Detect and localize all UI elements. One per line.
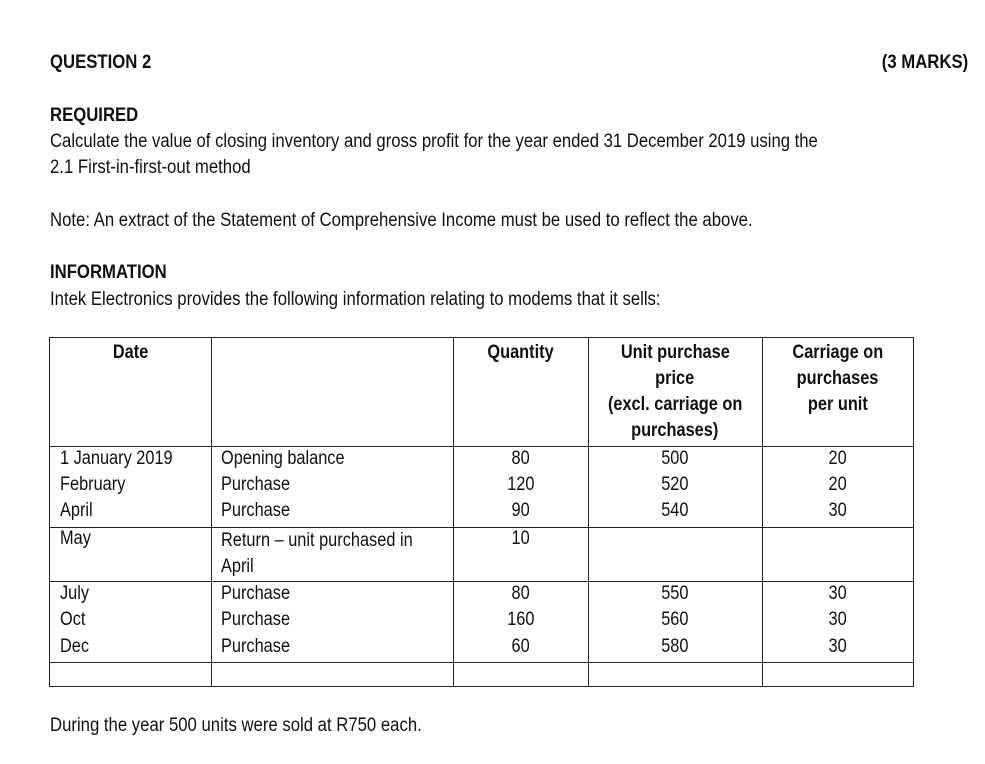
- information-heading: INFORMATION: [50, 262, 167, 283]
- table-row-quantity: 90: [511, 500, 530, 521]
- table-row-quantity: 160: [506, 609, 535, 630]
- note-text: Note: An extract of the Statement of Comprehensive Income must be used to reflect the above.: [50, 210, 753, 231]
- table-row-date: Dec: [60, 636, 90, 657]
- table-row-unit-price: [588, 528, 762, 550]
- table-row-description: Return – unit purchased in April: [221, 530, 413, 577]
- question-marks: (3 MARKS): [881, 52, 968, 73]
- header-quantity: Quantity: [487, 342, 554, 363]
- table-row-unit-price: 580: [661, 636, 689, 657]
- inventory-table: [49, 337, 914, 687]
- table-row-quantity: 80: [511, 448, 530, 469]
- table-row-carriage: 20: [828, 474, 848, 495]
- table-row-unit-price: 560: [661, 609, 689, 630]
- table-row-date: Oct: [60, 609, 86, 630]
- required-text-line-1: Calculate the value of closing inventory and gross profit for the year ended 31 December 2019 using the: [50, 131, 818, 152]
- table-row-unit-price: 520: [661, 474, 689, 495]
- table-row-date: May: [60, 528, 91, 549]
- header-divider: [50, 446, 913, 447]
- row-divider: [50, 581, 913, 582]
- table-row-date: July: [60, 583, 90, 604]
- table-row-unit-price: 550: [661, 583, 689, 604]
- table-row-unit-price: 540: [661, 500, 689, 521]
- table-row-carriage: 30: [828, 609, 848, 630]
- table-row-description: Purchase: [221, 583, 291, 604]
- table-row-date: April: [60, 500, 93, 521]
- footer-text: During the year 500 units were sold at R750 each.: [50, 715, 422, 736]
- header-date: Date: [112, 342, 149, 363]
- table-row-carriage: 30: [828, 583, 848, 604]
- table-row-description: Purchase: [221, 474, 291, 495]
- table-row-quantity: 60: [511, 636, 530, 657]
- table-row-date: 1 January 2019: [60, 448, 173, 469]
- table-row-date: February: [60, 474, 126, 495]
- table-row-carriage: 20: [828, 448, 848, 469]
- required-heading: REQUIRED: [50, 105, 139, 126]
- header-unit-price: Unit purchase price (excl. carriage on purchases): [607, 342, 743, 441]
- table-row-carriage: 30: [828, 500, 848, 521]
- required-text-line-2: 2.1 First-in-first-out method: [50, 157, 251, 178]
- column-divider: [211, 338, 212, 686]
- table-row-description: Purchase: [221, 609, 291, 630]
- table-row-description: Opening balance: [221, 448, 345, 469]
- table-row-unit-price: 500: [661, 448, 689, 469]
- table-row-quantity: 10: [511, 528, 530, 549]
- information-text: Intek Electronics provides the following information relating to modems that it sells:: [50, 289, 661, 310]
- row-divider: [50, 662, 913, 663]
- header-carriage: Carriage on purchases per unit: [792, 342, 884, 415]
- table-row-quantity: 120: [506, 474, 535, 495]
- table-row-quantity: 80: [511, 583, 530, 604]
- table-row-carriage: [762, 528, 914, 550]
- table-row-carriage: 30: [828, 636, 848, 657]
- table-row-description: Purchase: [221, 636, 291, 657]
- table-row-description: Purchase: [221, 500, 291, 521]
- question-title: QUESTION 2: [50, 52, 152, 73]
